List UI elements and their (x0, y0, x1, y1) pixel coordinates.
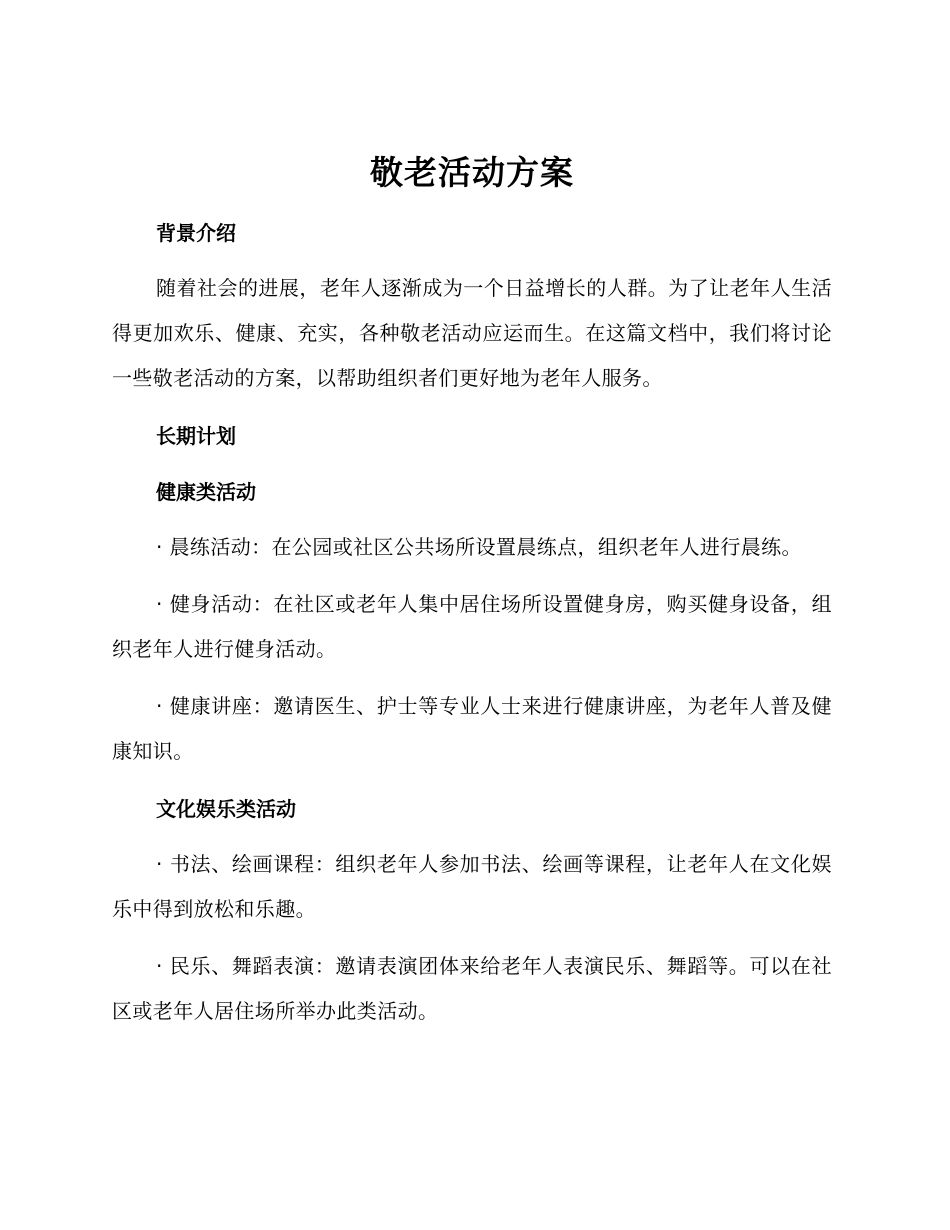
spacer (112, 513, 832, 525)
spacer (112, 774, 832, 788)
section-heading-health: 健康类活动 (156, 480, 256, 504)
background-paragraph: 随着社会的进展，老年人逐渐成为一个日益增长的人群。为了让老年人生活得更加欢乐、健康、充实，各种敬老活动应运而生。在这篇文档中，我们将讨论一些敬老活动的方案，以帮助组织者们更好地为老年人服务。 (112, 276, 832, 390)
list-item-health: · 晨练活动：在公园或社区公共场所设置晨练点，组织老年人进行晨练。 (156, 535, 802, 559)
spacer (112, 457, 832, 471)
list-item-culture: · 书法、绘画课程：组织老年人参加书法、绘画等课程，让老年人在文化娱乐中得到放松和乐趣。 (112, 852, 832, 921)
section-heading-long-term: 长期计划 (156, 424, 236, 448)
spacer (112, 932, 832, 944)
section-heading-background: 背景介绍 (156, 221, 236, 245)
spacer (112, 401, 832, 415)
document-body (112, 148, 832, 1034)
spacer (112, 198, 832, 212)
spacer (112, 254, 832, 266)
section-heading-culture: 文化娱乐类活动 (156, 797, 296, 821)
spacer (112, 570, 832, 582)
list-item-health: · 健康讲座：邀请医生、护士等专业人士来进行健康讲座，为老年人普及健康知识。 (112, 694, 832, 763)
document-title: 敬老活动方案 (370, 153, 574, 192)
list-item-culture: · 民乐、舞蹈表演：邀请表演团体来给老年人表演民乐、舞蹈等。可以在社区或老年人居住场所举办此类活动。 (112, 954, 832, 1023)
list-item-health: · 健身活动：在社区或老年人集中居住场所设置健身房，购买健身设备，组织老年人进行健身活动。 (112, 592, 832, 661)
spacer (112, 830, 832, 842)
spacer (112, 672, 832, 684)
